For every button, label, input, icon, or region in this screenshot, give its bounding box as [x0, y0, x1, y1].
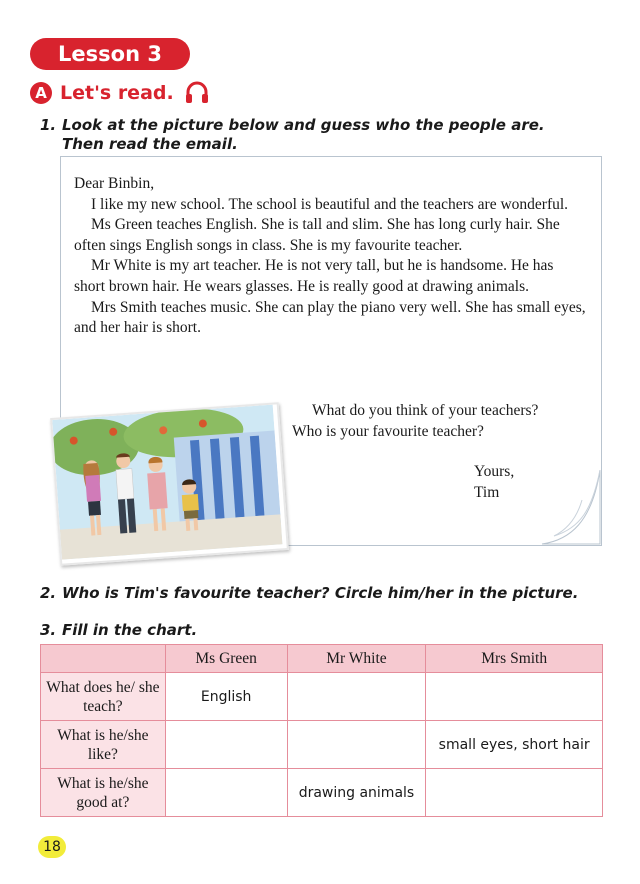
email-body: [74, 174, 586, 339]
page-curl: [540, 470, 602, 546]
chart-answer-cell[interactable]: [165, 721, 287, 769]
task2-number: 2.: [40, 584, 57, 602]
chart-answer-cell[interactable]: [426, 673, 603, 721]
chart-row-question: What is he/she good at?: [41, 769, 166, 817]
email-signoff: Yours,: [474, 463, 515, 480]
chart-answer-cell[interactable]: drawing animals: [287, 769, 426, 817]
lesson-title: Lesson 3: [30, 38, 190, 70]
chart-answer-cell[interactable]: [287, 673, 426, 721]
chart-row: [41, 673, 603, 721]
chart-header-cell: Ms Green: [165, 645, 287, 673]
page-number: 18: [38, 836, 66, 858]
task3-text: Fill in the chart.: [62, 621, 198, 639]
chart-answer-cell[interactable]: [426, 769, 603, 817]
task1-line1: Look at the picture below and guess who the people are.: [62, 116, 545, 134]
email-question-1: What do you think of your teachers?: [312, 402, 539, 419]
task2-text: Who is Tim's favourite teacher? Circle him/her in the picture.: [62, 584, 579, 602]
chart-answer-cell[interactable]: small eyes, short hair: [426, 721, 603, 769]
chart-row-question: What is he/she like?: [41, 721, 166, 769]
chart-row-question: What does he/ she teach?: [41, 673, 166, 721]
chart-header-cell: Mrs Smith: [426, 645, 603, 673]
chart-header-row: [41, 645, 603, 673]
section-title: Let's read.: [60, 82, 174, 104]
chart-answer-cell[interactable]: English: [165, 673, 287, 721]
task3-number: 3.: [40, 621, 57, 639]
chart-answer-cell[interactable]: [287, 721, 426, 769]
chart-row: [41, 721, 603, 769]
task1-number: 1.: [40, 116, 57, 134]
fill-in-chart: [40, 644, 603, 817]
email-paragraph: Mr White is my art teacher. He is not very tall, but he is handsome. He has short brown hair. He wears glasses. He is really good at drawing animals.: [74, 257, 554, 295]
task3-instruction: [40, 621, 197, 640]
email-paragraph: Ms Green teaches English. She is tall and slim. She has long curly hair. She often sings English songs in class. She is my favourite teacher.: [74, 216, 560, 254]
task1-line2: Then read the email.: [62, 135, 238, 153]
teachers-picture: [52, 405, 282, 560]
section-header: [30, 80, 210, 106]
email-greeting: Dear Binbin,: [74, 175, 155, 192]
email-signature: Tim: [474, 484, 500, 501]
chart-header-cell: [41, 645, 166, 673]
email-paragraph: I like my new school. The school is beautiful and the teachers are wonderful.: [91, 195, 569, 213]
email-question-2: Who is your favourite teacher?: [292, 423, 484, 440]
task1-instruction: [40, 116, 545, 154]
task2-instruction: [40, 584, 578, 603]
chart-row: [41, 769, 603, 817]
email-paragraph: Mrs Smith teaches music. She can play the piano very well. She has small eyes, and her hair is short.: [74, 298, 586, 337]
teachers-illustration[interactable]: [50, 402, 289, 566]
section-letter-badge: A: [30, 82, 52, 104]
chart-answer-cell[interactable]: [165, 769, 287, 817]
chart-header-cell: Mr White: [287, 645, 426, 673]
headphones-icon: [184, 80, 210, 106]
